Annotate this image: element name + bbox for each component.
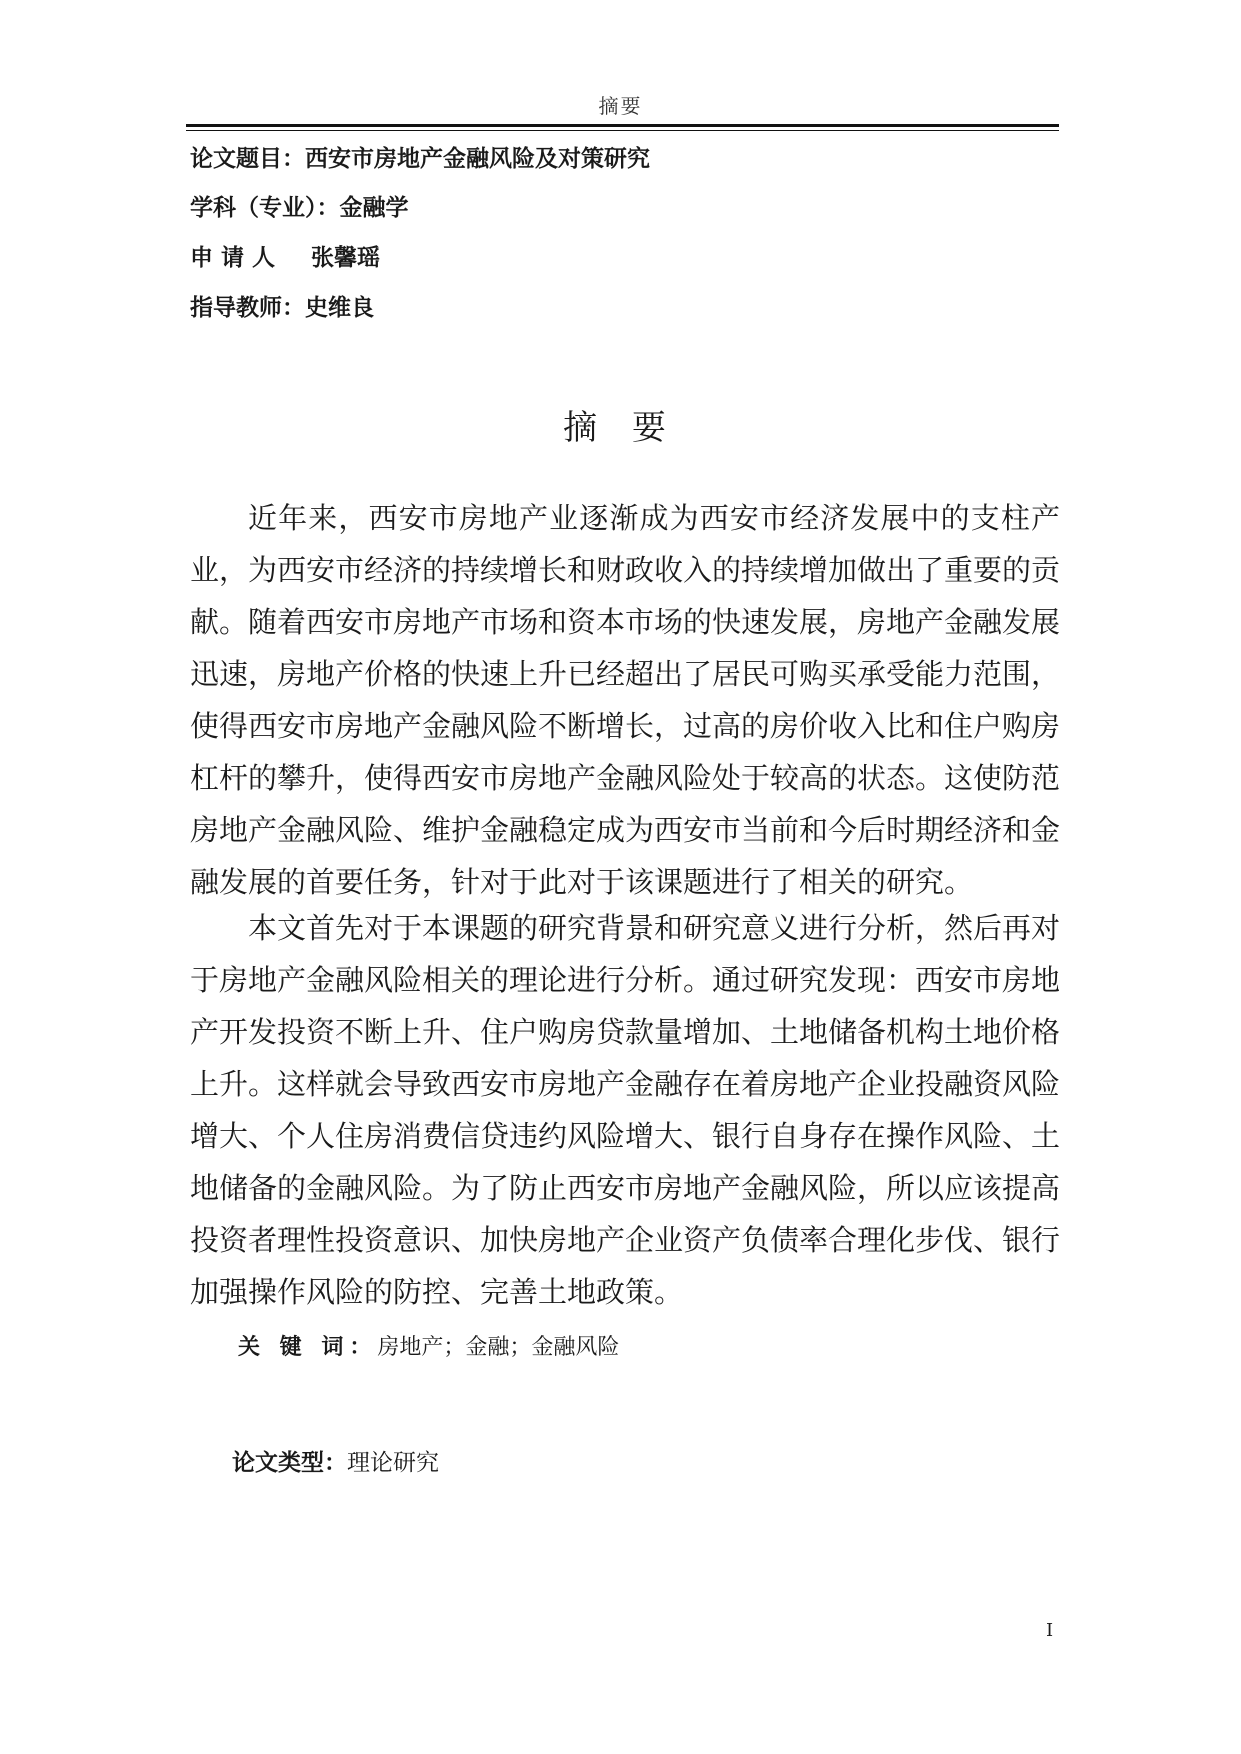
running-header: 摘要: [598, 94, 643, 118]
paper-type-label: 论文类型：: [232, 1450, 347, 1476]
discipline-label: 学科（专业）：: [190, 195, 340, 221]
advisor-label: 指导教师：: [190, 295, 305, 321]
abstract-title: 摘 要: [563, 408, 678, 448]
thesis-title-label: 论文题目：: [190, 146, 305, 172]
header-rule-thick: [186, 124, 1059, 127]
discipline-line: [190, 189, 409, 222]
page-number: I: [1046, 1620, 1054, 1641]
paper-type: 理论研究: [347, 1450, 439, 1476]
discipline: 金融学: [339, 195, 409, 221]
applicant-label: 申 请 人: [190, 245, 276, 271]
abstract-paragraph-2: 本文首先对于本课题的研究背景和研究意义进行分析，然后再对于房地产金融风险相关的理论进行分析。通过研究发现：西安市房地产开发投资不断上升、住户购房贷款量增加、土地储备机构土地价格上升。这样就会导致西安市房地产金融存在着房地产企业投融资风险增大、个人住房消费信贷违约风险增大、银行自身存在操作风险、土地储备的金融风险。为了防止西安市房地产金融风险，所以应该提高投资者理性投资意识、加快房地产企业资产负债率合理化步伐、银行加强操作风险的防控、完善土地政策。: [190, 911, 1061, 1309]
applicant-line: [190, 239, 380, 272]
paper-type-line: [232, 1444, 439, 1477]
header-rule-thin: [186, 130, 1059, 131]
abstract-paragraph-1: 近年来，西安市房地产业逐渐成为西安市经济发展中的支柱产业，为西安市经济的持续增长和财政收入的持续增加做出了重要的贡献。随着西安市房地产市场和资本市场的快速发展，房地产金融发展迅速，房地产价格的快速上升已经超出了居民可购买承受能力范围，使得西安市房地产金融风险不断增长，过高的房价收入比和住户购房杠杆的攀升，使得西安市房地产金融风险处于较高的状态。这使防范房地产金融风险、维护金融稳定成为西安市当前和今后时期经济和金融发展的首要任务，针对于此对于该课题进行了相关的研究。: [190, 501, 1061, 899]
advisor-line: [190, 289, 374, 322]
applicant: 张馨瑶: [311, 245, 381, 271]
keywords-line: [238, 1330, 619, 1361]
keywords: 房地产；金融；金融风险: [377, 1335, 620, 1360]
advisor: 史维良: [305, 295, 374, 321]
keywords-label: 关 键 词：: [238, 1335, 378, 1360]
thesis-title: 西安市房地产金融风险及对策研究: [305, 146, 650, 172]
thesis-title-line: [190, 140, 650, 173]
